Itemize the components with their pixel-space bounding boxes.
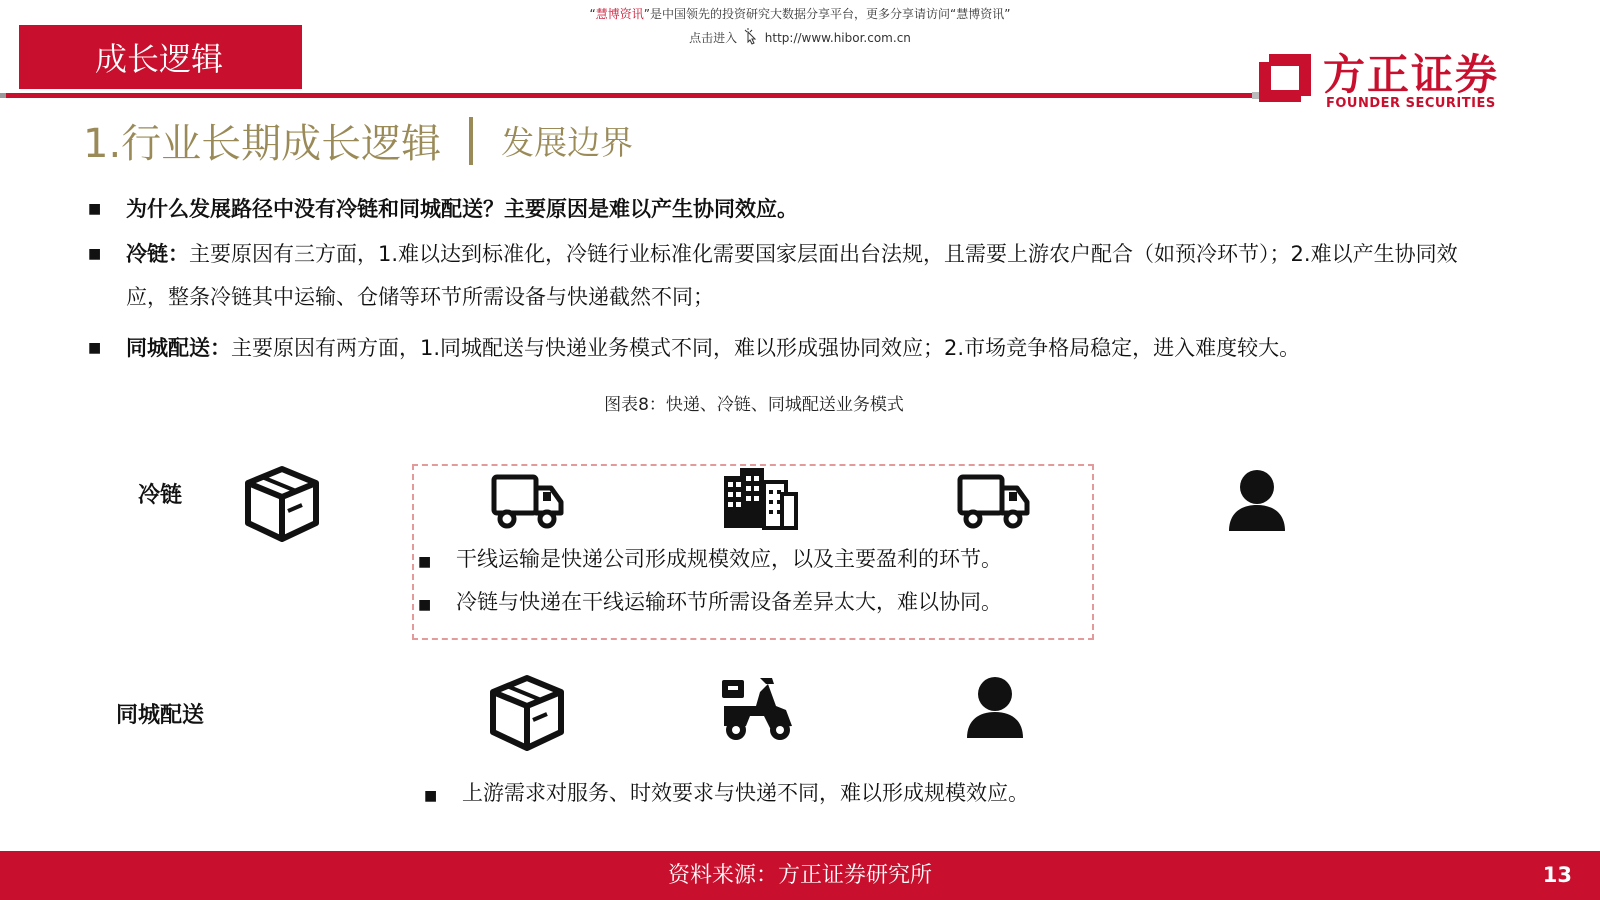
bullet-2-bold: 冷链： (126, 242, 189, 266)
bullet-marker: ■ (424, 788, 438, 804)
bullet-item (86, 188, 1486, 231)
rule-cap-left (0, 93, 6, 98)
section-title (83, 112, 633, 169)
scooter-icon (720, 676, 794, 744)
link-url[interactable]: http://www.hibor.com.cn (764, 31, 911, 45)
cold-chain-note-2 (418, 587, 1002, 620)
row-label-cold-chain: 冷链 (138, 483, 183, 508)
notice-brand[interactable]: 慧博资讯 (595, 7, 644, 21)
title-separator (469, 117, 473, 165)
notice-brand-2[interactable]: 慧博资讯 (956, 7, 1005, 21)
header-rule (0, 93, 1255, 98)
same-city-note-text: 上游需求对服务、时效要求与快递不同，难以形成规模效应。 (462, 781, 1029, 805)
notice-middle: 是中国领先的投资研究大数据分享平台，更多分享请访问“ (649, 7, 957, 21)
notice-end: ” (1004, 7, 1011, 21)
box-icon (487, 672, 567, 752)
bullet-marker: ■ (88, 340, 102, 356)
founder-logo-mark-icon (1255, 48, 1315, 108)
link-prefix: 点击进入 (689, 31, 738, 45)
bullet-marker: ■ (88, 246, 102, 262)
bullet-1-text: 为什么发展路径中没有冷链和同城配送？主要原因是难以产生协同效应。 (126, 197, 798, 221)
row-label-same-city: 同城配送 (116, 703, 205, 728)
bullet-3-text: 主要原因有两方面，1.同城配送与快递业务模式不同，难以形成强协同效应；2.市场竞争格局稳定，进入难度较大。 (231, 336, 1301, 360)
person-icon (1227, 469, 1287, 533)
logo-en: FOUNDER SECURITIES (1326, 96, 1496, 111)
bullet-item (86, 233, 1486, 319)
bullet-2-text: 主要原因有三方面，1.难以达到标准化，冷链行业标准化需要国家层面出台法规，且需要上游农户配合（如预冷环节）；2.难以产生协同效应，整条冷链其中运输、仓储等环节所需设备与快递截然不同； (126, 242, 1458, 309)
notice-quote-open: “ (589, 7, 596, 21)
bullet-list (86, 188, 1486, 370)
notice-quote-close: ” (643, 7, 650, 21)
header-tag-text: 成长逻辑 (95, 40, 224, 78)
bullet-item (86, 327, 1486, 370)
same-city-note (424, 778, 1029, 811)
section-title-main: 1.行业长期成长逻辑 (83, 121, 442, 167)
bullet-3-bold: 同城配送： (126, 336, 231, 360)
bullet-marker: ■ (88, 201, 102, 217)
footer-bar (0, 851, 1600, 900)
top-notice (0, 6, 1600, 22)
bullet-marker: ■ (418, 554, 432, 570)
page-number: 13 (1542, 863, 1572, 887)
figure-caption: 图表8：快递、冷链、同城配送业务模式 (604, 395, 904, 415)
header-tag (19, 25, 302, 89)
pointer-icon (741, 28, 761, 46)
person-icon (965, 676, 1025, 740)
section-subtitle: 发展边界 (501, 123, 634, 162)
footer-source: 资料来源：方正证券研究所 (667, 863, 932, 888)
founder-logo (1255, 40, 1520, 120)
cold-chain-note-2-text: 冷链与快递在干线运输环节所需设备差异太大，难以协同。 (456, 590, 1002, 614)
logo-cn: 方正证券 (1323, 50, 1500, 99)
cold-chain-note-1 (418, 544, 1002, 577)
truck-icon (491, 474, 565, 530)
cold-chain-note-1-text: 干线运输是快递公司形成规模效应，以及主要盈利的环节。 (456, 547, 1002, 571)
bullet-marker: ■ (418, 597, 432, 613)
buildings-icon (720, 468, 800, 530)
truck-icon (957, 474, 1031, 530)
box-icon (242, 463, 322, 543)
